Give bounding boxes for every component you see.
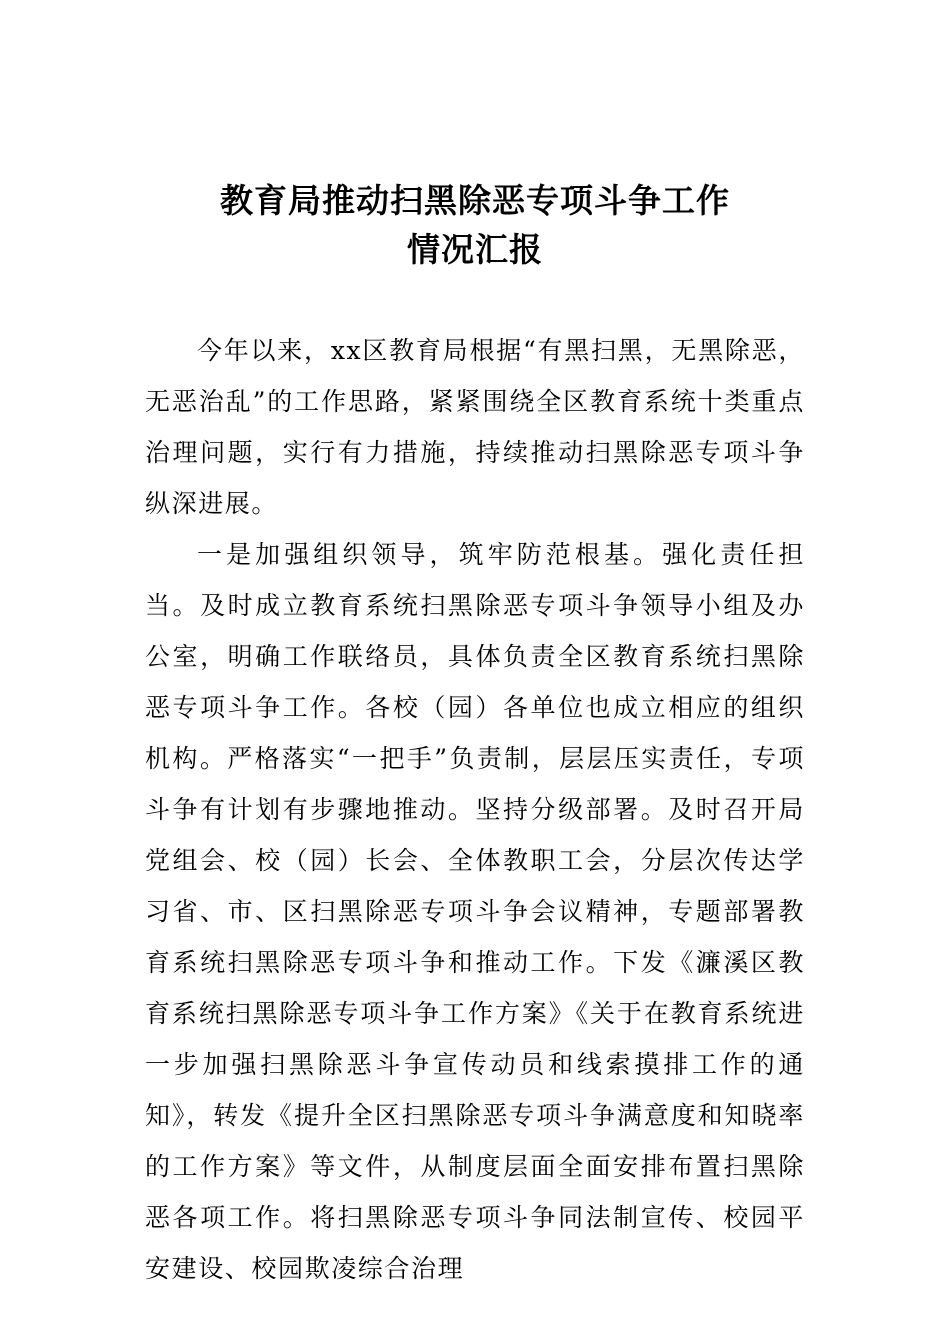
- paragraph-text: 今年以来，xx区教育局根据“有黑扫黑，无黑除恶，无恶治乱”的工作思路，紧紧围绕全区教育系统十类重点治理问题，实行有力措施，持续推动扫黑除恶专项斗争纵深进展。: [145, 336, 805, 518]
- paragraph-text: 一是加强组织领导，筑牢防范根基。强化责任担当。及时成立教育系统扫黑除恶专项斗争领导小组及办公室，明确工作联络员，具体负责全区教育系统扫黑除恶专项斗争工作。各校（园）各单位也成立相应的组织机构。严格落实“一把手”负责制，层层压实责任，专项斗争有计划有步骤地推动。坚持分级部署。及时召开局党组会、校（园）长会、全体教职工会，分层次传达学习省、市、区扫黑除恶专项斗争会议精神，专题部署教育系统扫黑除恶专项斗争和推动工作。下发《濂溪区教育系统扫黑除恶专项斗争工作方案》《关于在教育系统进一步加强扫黑除恶斗争宣传动员和线索摸排工作的通知》，转发《提升全区扫黑除恶专项斗争满意度和知晓率的工作方案》等文件，从制度层面全面安排布置扫黑除恶各项工作。将扫黑除恶专项斗争同法制宣传、校园平安建设、校园欺凌综合治理: [145, 540, 805, 1283]
- document-title-line-2: 情况汇报: [407, 230, 543, 269]
- document-title-line-1: 教育局推动扫黑除恶专项斗争工作: [220, 181, 730, 220]
- body-paragraph-intro: [145, 325, 805, 529]
- body-paragraph-organization: [145, 529, 805, 1294]
